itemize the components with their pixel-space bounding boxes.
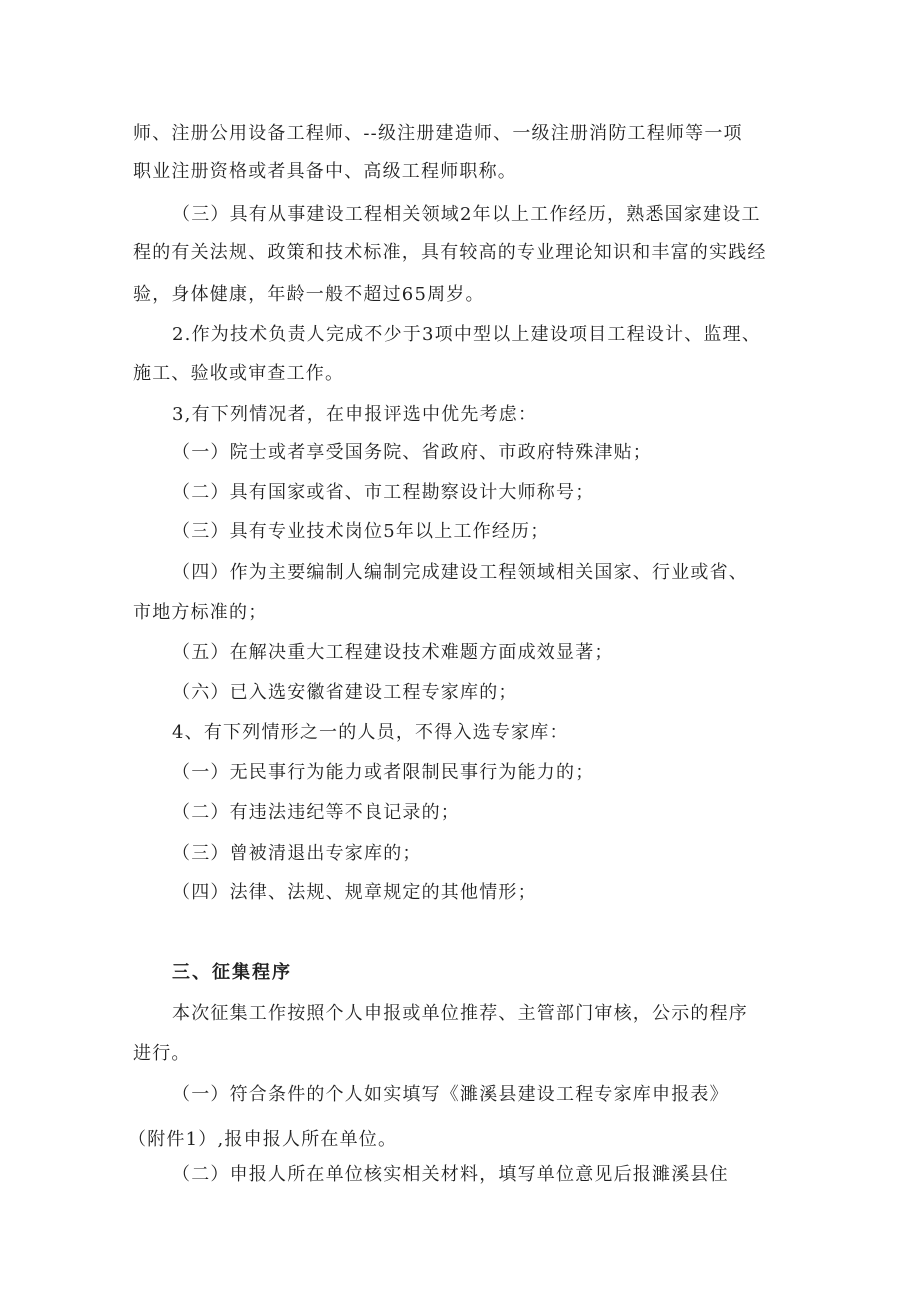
text-line: （附件1）,报申报人所在单位。: [128, 1129, 398, 1150]
text-line: （四）作为主要编制人编制完成建设工程领域相关国家、行业或省、: [172, 562, 748, 583]
text-line: （二）申报人所在单位核实相关材料，填写单位意见后报濉溪县住: [172, 1164, 729, 1185]
text-line: 4、有下列情形之一的人员，不得入选专家库：: [172, 722, 569, 743]
text-line: （一）院士或者享受国务院、省政府、市政府特殊津贴；: [172, 442, 652, 463]
text-line: 验，身体健康，年龄一般不超过65周岁。: [133, 284, 485, 305]
text-line: （六）已入选安徽省建设工程专家库的；: [172, 682, 518, 703]
text-line: 3,有下列情况者，在申报评选中优先考虑：: [172, 404, 538, 425]
text-line: （一）无民事行为能力或者限制民事行为能力的；: [172, 762, 595, 783]
text-line: （二）有违法违纪等不良记录的；: [172, 802, 460, 823]
text-line: 师、注册公用设备工程师、--级注册建造师、一级注册消防工程师等一项: [133, 123, 743, 144]
text-line: （三）具有从事建设工程相关领域2年以上工作经历，熟悉国家建设工: [172, 204, 761, 225]
text-line: 市地方标准的；: [133, 602, 268, 623]
text-line: 2.作为技术负责人完成不少于3项中型以上建设项目工程设计、监理、: [172, 324, 762, 345]
text-line: （四）法律、法规、规章规定的其他情形；: [172, 882, 537, 903]
text-line: 进行。: [133, 1043, 191, 1064]
text-line: 程的有关法规、政策和技术标准，具有较高的专业理论知识和丰富的实践经: [133, 242, 767, 263]
section-heading: 三、征集程序: [172, 962, 292, 983]
text-line: 职业注册资格或者具备中、高级工程师职称。: [133, 161, 517, 182]
text-line: （二）具有国家或省、市工程勘察设计大师称号；: [172, 482, 595, 503]
text-line: 本次征集工作按照个人申报或单位推荐、主管部门审核，公示的程序: [172, 1003, 748, 1024]
text-line: （三）曾被清退出专家库的；: [172, 843, 422, 864]
text-line: （三）具有专业技术岗位5年以上工作经历；: [172, 521, 550, 542]
text-line: （一）符合条件的个人如实填写《濉溪县建设工程专家库申报表》: [172, 1084, 729, 1105]
text-line: （五）在解决重大工程建设技术难题方面成效显著；: [172, 642, 614, 663]
text-line: 施工、验收或审查工作。: [133, 363, 345, 384]
